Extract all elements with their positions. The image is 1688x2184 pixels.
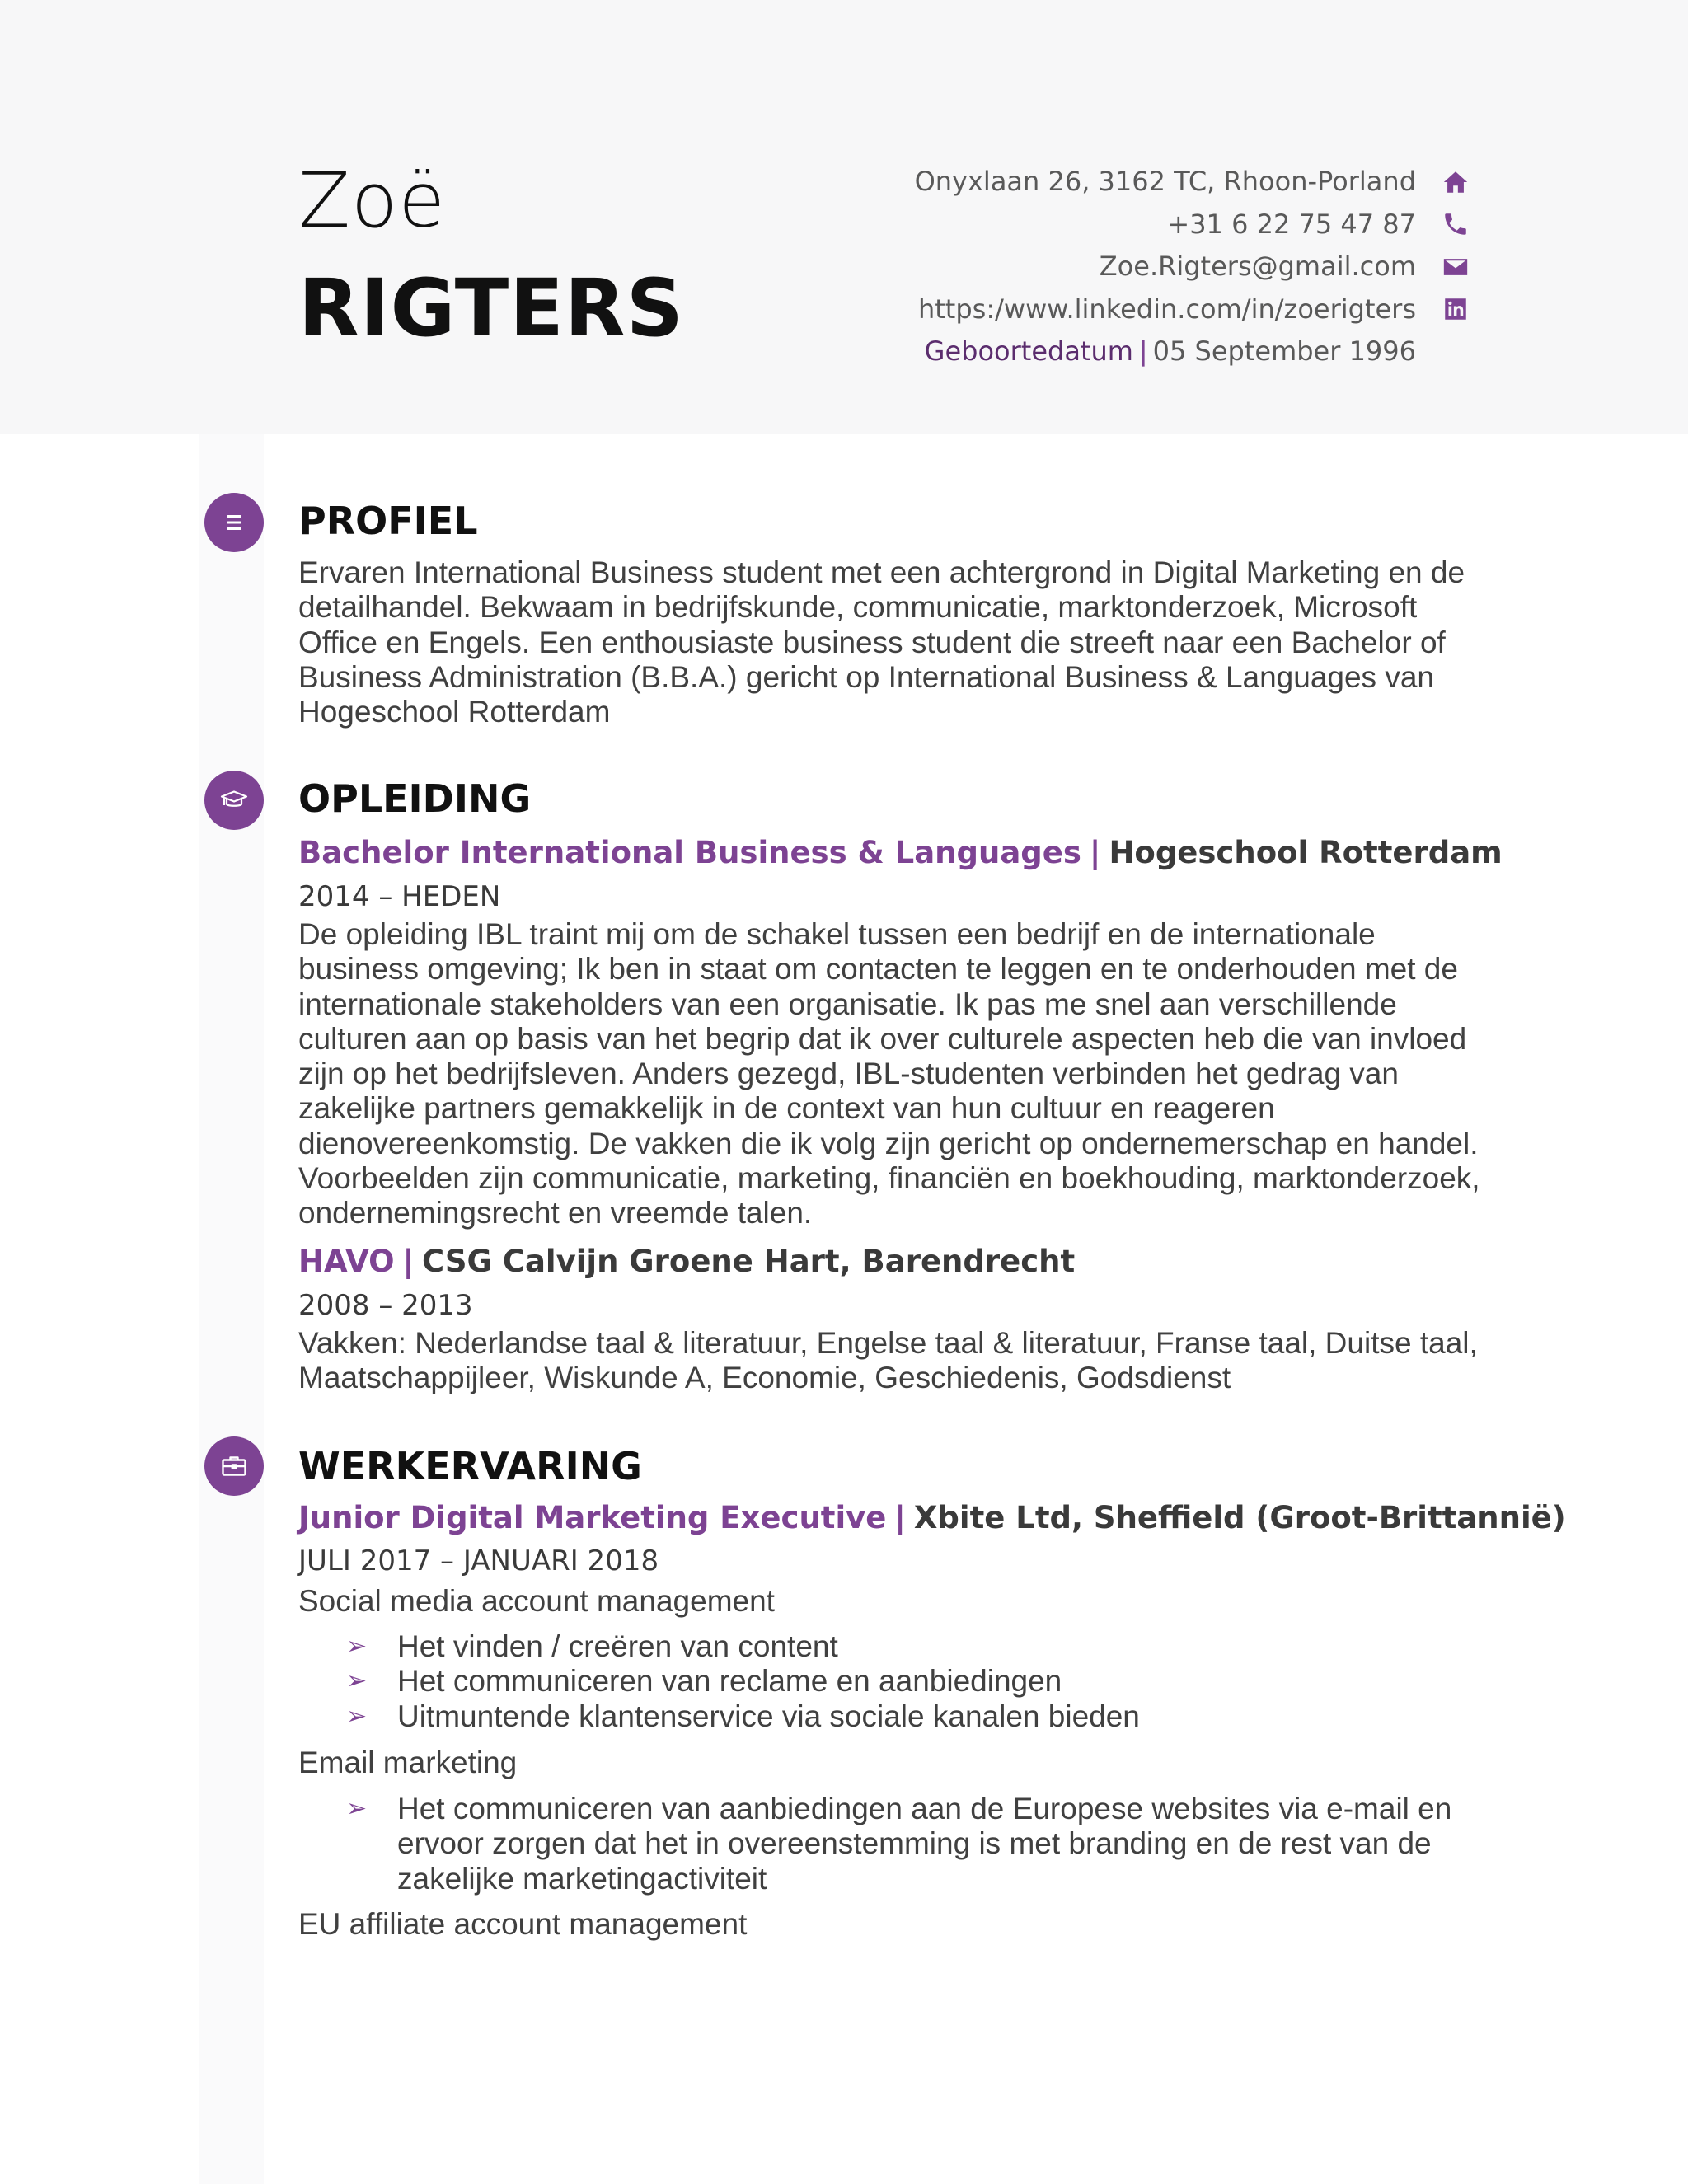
contact-block (915, 161, 1416, 373)
education-entry-1-dates: 2014 – HEDEN (298, 880, 501, 913)
list-item (346, 1629, 1484, 1664)
title-separator: | (894, 1500, 906, 1535)
arrow-bullet-icon: ➢ (346, 1633, 368, 1660)
list-item (346, 1699, 1484, 1734)
job-title: Junior Digital Marketing Executive (298, 1500, 887, 1535)
task-list (346, 1792, 1484, 1896)
linkedin-icon[interactable] (1439, 288, 1472, 331)
phone-icon (1439, 204, 1472, 246)
arrow-bullet-icon: ➢ (346, 1702, 368, 1730)
birthdate-line (915, 330, 1416, 373)
list-item (346, 1664, 1484, 1699)
briefcase-icon (204, 1436, 264, 1496)
school-name: Hogeschool Rotterdam (1109, 835, 1503, 870)
education-heading: OPLEIDING (298, 776, 532, 821)
birthdate-value: 05 September 1996 (1152, 335, 1416, 367)
address: Onyxlaan 26, 3162 TC, Rhoon-Porland (914, 166, 1416, 197)
education-entry-1-title (298, 835, 1503, 870)
birthdate-separator: | (1137, 335, 1148, 367)
arrow-bullet-icon: ➢ (346, 1667, 368, 1695)
task-group-title: Social media account management (298, 1584, 775, 1618)
experience-entry-1-title (298, 1500, 1566, 1535)
degree-title: HAVO (298, 1244, 395, 1279)
last-name: RIGTERS (298, 262, 684, 354)
header-band (0, 0, 1688, 434)
graduation-cap-icon (204, 771, 264, 830)
task-group-title: Email marketing (298, 1746, 518, 1779)
task-list (346, 1629, 1484, 1734)
education-entry-2-title (298, 1244, 1075, 1279)
education-entry-2-description: Vakken: Nederlandse taal & literatuur, Engelse taal & literatuur, Franse taal, Duitse taal, Maatschappijleer, Wiskunde A, Economie, Geschiedenis, Godsdienst (298, 1326, 1478, 1395)
profile-text: Ervaren International Business student met een achtergrond in Digital Marketing en de detailhandel. Bekwaam in bedrijfskunde, communicatie, marktonderzoek, Microsoft Office en Engels. Een enthousiaste business student die streeft naar een Bachelor of Business Administration (B.B.A.) gericht op International Business & Languages van Hogeschool Rotterdam (298, 555, 1465, 729)
sidebar-strip (199, 434, 264, 2184)
first-name: Zoë (298, 157, 446, 245)
experience-entry-1-dates: JULI 2017 – JANUARI 2018 (298, 1544, 659, 1577)
list-item-text: Het vinden / creëren van content (397, 1629, 838, 1663)
mail-icon (1439, 246, 1472, 288)
phone-number: +31 6 22 75 47 87 (1167, 208, 1416, 240)
list-item-text: Het communiceren van aanbiedingen aan de Europese websites via e-mail en ervoor zorgen dat het in overeenstemming is met branding en de rest van de zakelijke marketingactiviteit (397, 1792, 1452, 1896)
arrow-bullet-icon: ➢ (346, 1795, 368, 1822)
list-item-text: Het communiceren van reclame en aanbiedingen (397, 1664, 1062, 1699)
list-item-text: Uitmuntende klantenservice via sociale kanalen bieden (397, 1699, 1140, 1733)
degree-title: Bachelor International Business & Languages (298, 835, 1081, 870)
list-icon (204, 493, 264, 552)
list-item (346, 1792, 1484, 1896)
education-entry-2-dates: 2008 – 2013 (298, 1289, 473, 1322)
contact-icons (1439, 161, 1472, 330)
experience-heading: WERKERVARING (298, 1444, 642, 1488)
linkedin-url[interactable]: https:/www.linkedin.com/in/zoerigters (917, 293, 1416, 325)
birthdate-label: Geboortedatum (924, 335, 1133, 367)
home-icon (1439, 161, 1472, 204)
school-name: CSG Calvijn Groene Hart, Barendrecht (422, 1244, 1076, 1279)
email-address[interactable]: Zoe.Rigters@gmail.com (1099, 251, 1416, 282)
education-entry-1-description: De opleiding IBL traint mij om de schakel tussen een bedrijf en de internationale business omgeving; Ik ben in staat om contacten te leggen en te onderhouden met de internationale stakeholders van een organisatie. Ik pas me snel aan verschillende culturen aan op basis van het begrip dat ik over culturele aspecten heb die van invloed zijn op het bedrijfsleven. Anders gezegd, IBL-studenten verbinden het gedrag van zakelijke partners gemakkelijk in de context van hun cultuur en reageren dienovereenkomstig. De vakken die ik volg zijn gericht op ondernemerschap en handel. Voorbeelden zijn communicatie, marketing, financiën en boekhouding, marktonderzoek, ondernemingsrecht en vreemde talen. (298, 917, 1480, 1230)
title-separator: | (402, 1244, 415, 1279)
task-group-title: EU affiliate account management (298, 1907, 748, 1941)
title-separator: | (1089, 835, 1101, 870)
company-name: Xbite Ltd, Sheffield (Groot-Brittannië) (913, 1500, 1566, 1535)
profile-heading: PROFIEL (298, 499, 478, 543)
